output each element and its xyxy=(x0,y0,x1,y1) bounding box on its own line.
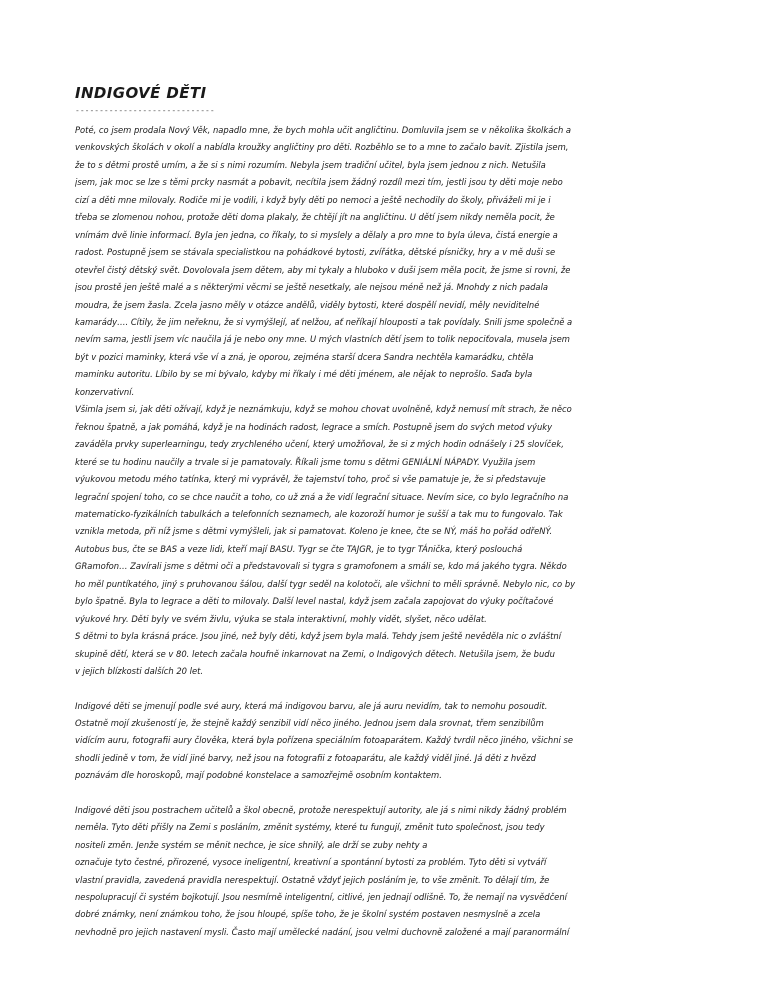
text-line: jsou prostě jen ještě malé a s některými věcmi se ještě nesetkaly, ale nejsou méně než já. Mnohdy z nich padala xyxy=(75,282,549,293)
text-line: nevím sama, jestli jsem víc naučila já je nebo ony mne. U mých vlastních dětí jsem to tolik nepociťovala, musela jsem xyxy=(75,334,570,345)
text-line: jsem, jak moc se lze s těmi prcky nasmát a pobavit, necítila jsem žádný rozdíl mezi tím, jestli jsou ty děti moje nebo xyxy=(75,177,563,188)
text-line: výukové hry. Děti byly ve svém živlu, výuka se stala interaktivní, mohly vidět, slyšet, něco udělat. xyxy=(75,613,487,624)
text-line: matematicko-fyzikálních tabulkách a telefonních seznamech, ale kozoroží humor je sušší a tak mu to fungovalo. Tak xyxy=(75,508,563,519)
text-line: výukovou metodu mého tatínka, který mi vyprávěl, že tajemství toho, proč si vše pamatuje je, že si představuje xyxy=(75,474,546,485)
text-line: vidícím auru, fotografii aury člověka, která byla pořízena speciálním fotoaparátem. Každý tvrdil něco jiného, všichni se xyxy=(75,735,574,746)
text-line: dobré známky, není známkou toho, že jsou hloupé, spíše toho, že je školní systém postaven nesmyslně a zcela xyxy=(75,909,541,920)
text-line: Indigové děti jsou postrachem učitelů a škol obecně, protože nerespektují autority, ale já s nimi nikdy žádný problém xyxy=(75,804,567,815)
text-line: vnímám dvě linie informací. Byla jen jedna, co říkaly, to si myslely a dělaly a pro mne to byla úleva, čistá energie a xyxy=(75,229,558,240)
paragraph xyxy=(75,698,705,785)
text-line: vlastní pravidla, zavedená pravidla nerespektují. Ostatně vždyť jejich posláním je, to vše změnit. To dělají tím, že xyxy=(75,874,550,885)
text-line: bylo špatně. Byla to legrace a děti to milovaly. Další level nastal, když jsem začala zapojovat do výuky počítačové xyxy=(75,596,554,607)
text-line: Autobus bus, čte se BAS a veze lidi, kteří mají BASU. Tygr se čte TAJGR, je to tygr TÁnička, který poslouchá xyxy=(75,543,523,554)
text-line: maminku autoritu. Líbilo by se mi bývalo, kdyby mi říkaly i mé děti jménem, ale nějak to neprošlo. Saďa byla xyxy=(75,369,533,380)
document-body xyxy=(75,122,705,941)
document-title: INDIGOVÉ DĚTI xyxy=(75,84,207,102)
text-line: S dětmi to byla krásná práce. Jsou jiné, než byly děti, když jsem byla malá. Tehdy jsem ještě nevěděla nic o zvláštní xyxy=(75,631,562,642)
text-line: kamarády…. Cítily, že jim neřeknu, že si vymýšlejí, ať nelžou, ať neříkají hlouposti a tak povídaly. Snili jsme společně a xyxy=(75,316,573,327)
document-page xyxy=(75,82,705,958)
text-line: GRamofon… Zavírali jsme s dětmi oči a představovali si tygra s gramofonem a smáli se, kdo má jakého tygra. Někdo xyxy=(75,561,567,572)
text-line: poznávám dle horoskopů, mají podobné konstelace a samozřejmě osobním kontaktem. xyxy=(75,770,442,781)
text-line: konzervativní. xyxy=(75,386,135,397)
text-line: radost. Postupně jsem se stávala specialistkou na pohádkové bytosti, zvířátka, dětské písničky, hry a v mě duši se xyxy=(75,247,556,258)
text-line: být v pozici maminky, která vše ví a zná, je oporou, zejména starší dcera Sandra nechtěla kamarádku, chtěla xyxy=(75,351,534,362)
text-line: Indigové děti se jmenují podle své aury, která má indigovou barvu, ale já auru nevidím, tak to nemohu posoudit. xyxy=(75,700,548,711)
text-line: že to s dětmi prostě umím, a že si s nimi rozumím. Nebyla jsem tradiční učitel, byla jsem jednou z nich. Netušila xyxy=(75,159,546,170)
text-line: legrační spojení toho, co se chce naučit a toho, co už zná a že vidí legrační situace. Nevím sice, co bylo legračního na xyxy=(75,491,569,502)
text-line: moudra, že jsem žasla. Zcela jasno měly v otázce andělů, viděly bytosti, které dospělí nevidí, měly neviditelné xyxy=(75,299,540,310)
text-line: nespolupracují či systém bojkotují. Jsou nesmírně inteligentní, citlivé, jen jednají odlišně. To, že nemají na vysvědčení xyxy=(75,892,567,903)
text-line: které se tu hodinu naučily a trvale si je pamatovaly. Říkali jsme tomu s dětmi GENIÁLNÍ NÁPADY. Využila jsem xyxy=(75,456,536,467)
title-underline: ----------------------------- xyxy=(75,106,215,115)
text-line: řeknou špatně, a jak pomáhá, když je na hodinách radost, legrace a smích. Postupně jsem do svých metod výuky xyxy=(75,421,553,432)
text-line: označuje tyto čestné, přirozené, vysoce ineligentní, kreativní a spontánní bytosti za problém. Tyto děti si vytváří xyxy=(75,857,547,868)
paragraph xyxy=(75,802,705,942)
text-line: cizí a děti mne milovaly. Rodiče mi je vodili, i když byly děti po nemoci a ještě nechodily do školy, přiváželi mi je i xyxy=(75,194,551,205)
text-line: Všimla jsem si, jak děti ožívají, když je neznámkuju, když se mohou chovat uvolněně, když nemusí mít strach, že něco xyxy=(75,404,572,415)
text-line: třeba se zlomenou nohou, protože děti doma plakaly, že chtějí jít na angličtinu. U dětí jsem nikdy neměla pocit, že xyxy=(75,212,555,223)
text-line: nositeli změn. Jenže systém se měnit nechce, je sice shnilý, ale drží se zuby nehty a xyxy=(75,839,428,850)
text-line: Ostatně mojí zkušeností je, že stejně každý senzibil vidí něco jiného. Jednou jsem dala srovnat, třem senzibilům xyxy=(75,717,544,728)
paragraph xyxy=(75,122,705,681)
text-line: otevřel čistý dětský svět. Dovolovala jsem dětem, aby mi tykaly a hluboko v duši jsem měla pocit, že jsme si rovni, že xyxy=(75,264,571,275)
text-line: v jejich blízkosti dalších 20 let. xyxy=(75,666,204,677)
text-line: Poté, co jsem prodala Nový Věk, napadlo mne, že bych mohla učit angličtinu. Domluvila jsem se v několika školkách a xyxy=(75,125,572,135)
text-line: venkovských školách v okolí a nabídla kroužky angličtiny pro děti. Rozběhlo se to a mne to začalo bavit. Zjistila jsem, xyxy=(75,142,569,153)
text-line: vznikla metoda, při níž jsme s dětmi vymýšleli, jak si pamatovat. Koleno je knee, čte se NÝ, máš ho pořád odřeNÝ. xyxy=(75,526,553,537)
text-line: neměla. Tyto děti přišly na Zemi s posláním, změnit systémy, které tu fungují, změnit tuto společnost, jsou tedy xyxy=(75,822,545,833)
text-line: skupině dětí, která se v 80. letech začala houfně inkarnovat na Zemi, o Indigových dětech. Netušila jsem, že budu xyxy=(75,648,555,659)
text-line: shodli jedině v tom, že vidí jiné barvy, než jsou na fotografii z fotoaparátu, ale každý viděl jiné. Já děti z hvězd xyxy=(75,752,536,763)
text-line: ho měl puntíkatého, jiný s pruhovanou šálou, další tygr seděl na kolotoči, ale všichni to měli správně. Nebylo nic, co by xyxy=(75,578,576,589)
text-line: nevhodně pro jejich nastavení mysli. Často mají umělecké nadání, jsou velmi duchovně založené a mají paranormální xyxy=(75,926,570,937)
text-line: zaváděla prvky superlearningu, tedy zrychleného učení, který umožňoval, že si z mých hodin odnášely i 25 slovíček, xyxy=(75,439,564,450)
